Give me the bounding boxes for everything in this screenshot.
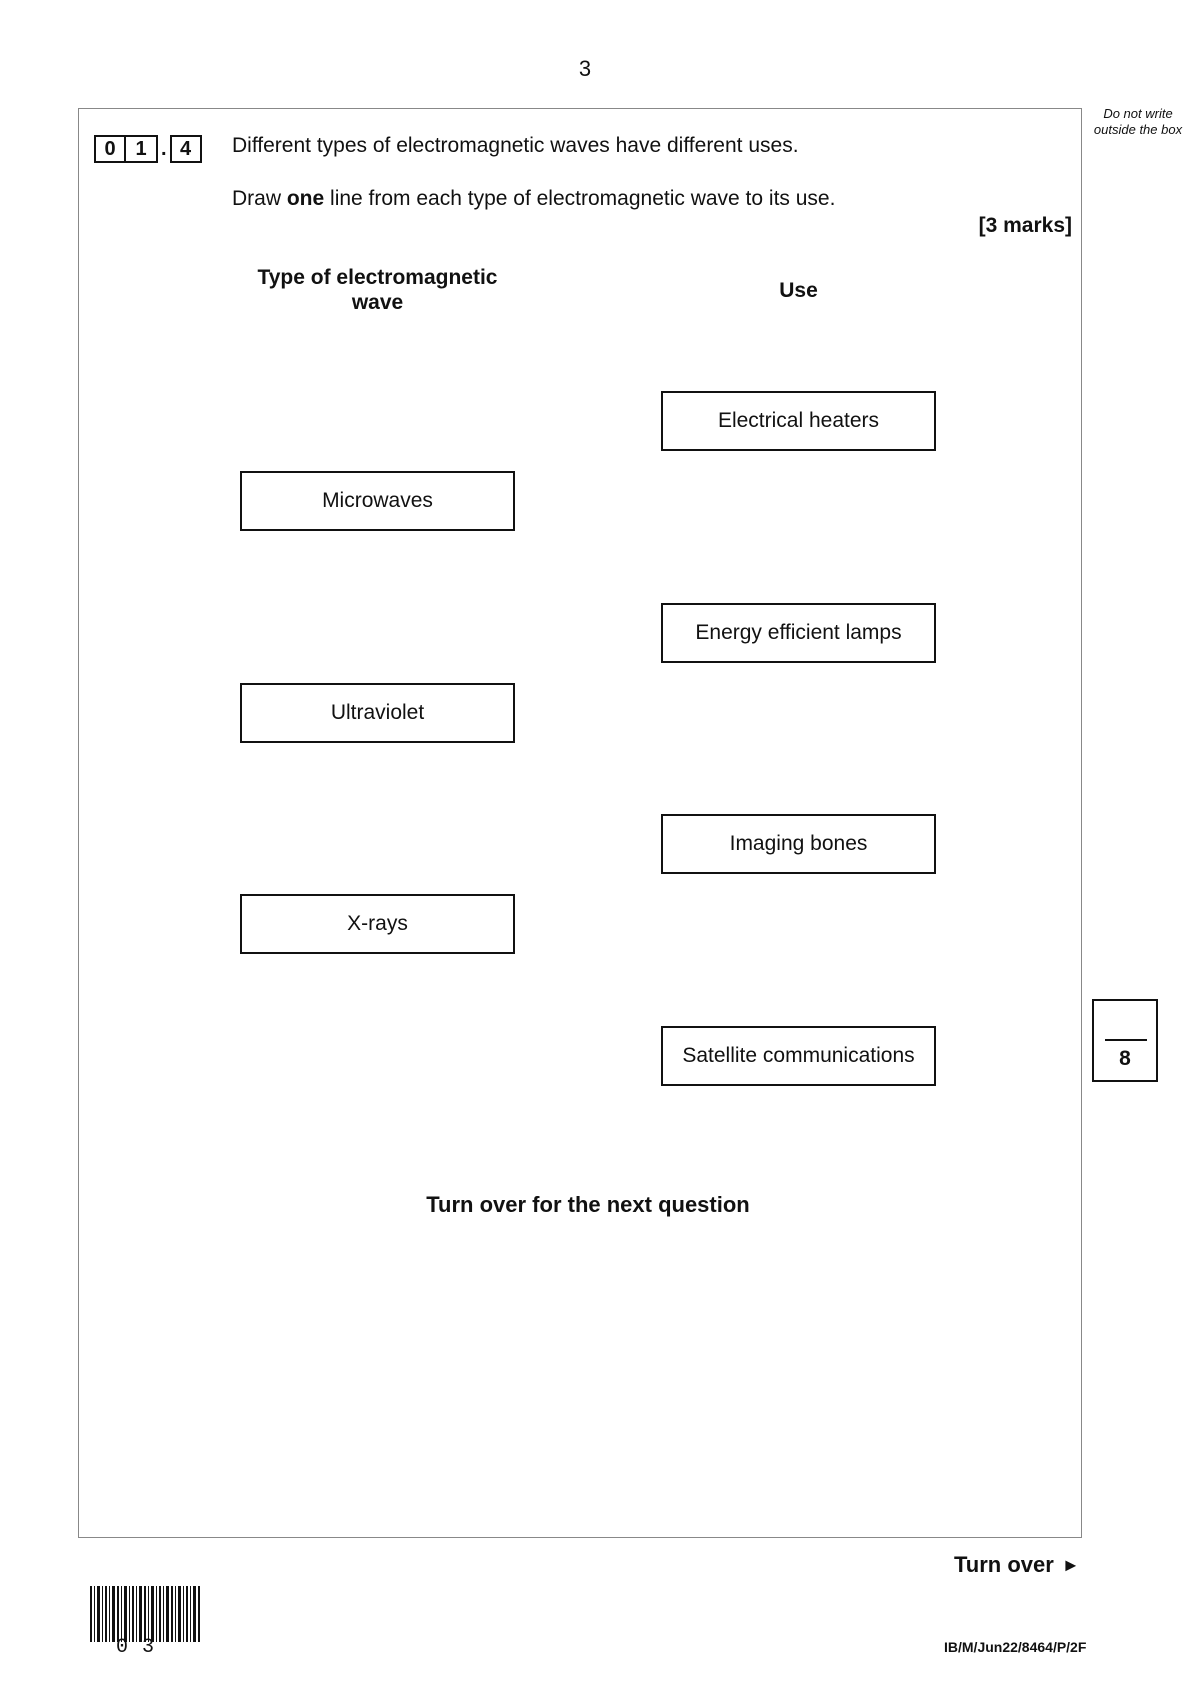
turn-over-label xyxy=(954,1552,1080,1578)
question-part-digit: 4 xyxy=(170,135,202,163)
question-number-separator: . xyxy=(161,138,167,160)
marks-label: [3 marks] xyxy=(978,214,1072,237)
question-text: Different types of electromagnetic waves have different uses. xyxy=(232,134,799,157)
use-box-energy-efficient-lamps[interactable]: Energy efficient lamps xyxy=(661,603,936,663)
turn-over-text: Turn over xyxy=(954,1552,1054,1577)
question-number-digit: 0 xyxy=(94,135,126,163)
instruction-pre: Draw xyxy=(232,187,287,210)
instruction-emphasis: one xyxy=(286,187,325,210)
page-number: 3 xyxy=(578,56,592,81)
margin-note: Do not write outside the box xyxy=(1093,106,1183,137)
score-divider xyxy=(1105,1039,1147,1041)
question-number-digit: 1 xyxy=(126,135,158,163)
use-box-imaging-bones[interactable]: Imaging bones xyxy=(661,814,936,874)
use-box-satellite-communications[interactable]: Satellite communications xyxy=(661,1026,936,1086)
use-box-electrical-heaters[interactable]: Electrical heaters xyxy=(661,391,936,451)
wave-box-microwaves[interactable]: Microwaves xyxy=(240,471,515,531)
wave-box-x-rays[interactable]: X-rays xyxy=(240,894,515,954)
barcode-icon xyxy=(90,1586,200,1642)
use-column-header: Use xyxy=(779,279,818,302)
reference-code: IB/M/Jun22/8464/P/2F xyxy=(944,1639,1087,1655)
score-total: 8 xyxy=(1119,1047,1131,1070)
barcode-number: 03 xyxy=(116,1636,169,1659)
question-number xyxy=(94,135,202,163)
score-box xyxy=(1092,999,1158,1082)
turn-over-next-question: Turn over for the next question xyxy=(426,1192,750,1217)
wave-box-ultraviolet[interactable]: Ultraviolet xyxy=(240,683,515,743)
instruction-post: line from each type of electromagnetic wave to its use. xyxy=(324,187,836,210)
wave-column-header: Type of electromagnetic wave xyxy=(257,266,498,314)
question-instruction xyxy=(232,187,835,211)
play-arrow-icon: ► xyxy=(1061,1554,1080,1575)
